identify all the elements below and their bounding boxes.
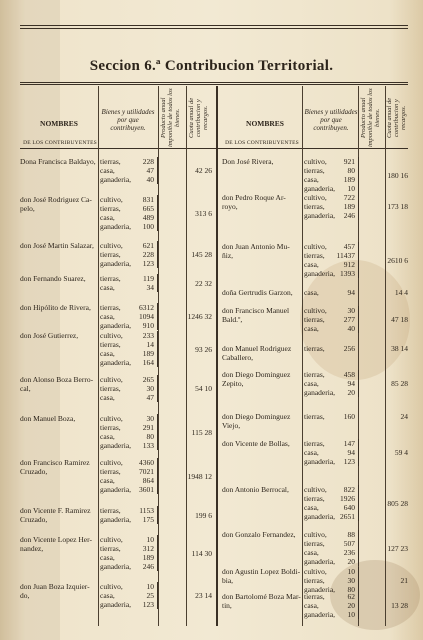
taxable-product-value: 3601 — [139, 485, 154, 494]
asset-type: cultivo, — [304, 193, 327, 202]
asset-type: ganaderia, — [304, 512, 336, 521]
header-producto-left: Producto anual imponible de todos los bienes. — [160, 88, 181, 148]
taxable-product-value: 40 — [347, 324, 355, 333]
asset-type: ganaderia, — [100, 441, 132, 450]
taxable-product-value: 312 — [142, 544, 154, 553]
annual-quota: 1948 12 — [187, 471, 212, 481]
header-contribuyentes-right: DE LOS CONTRIBUYENTES — [225, 140, 299, 146]
taxable-product-value: 2651 — [340, 512, 355, 521]
asset-type: casa, — [304, 288, 319, 297]
asset-type: cultivo, — [304, 157, 327, 166]
asset-type: ganaderia, — [100, 600, 132, 609]
annual-quota: 23 14 — [195, 591, 212, 600]
taxable-product-value: 189 — [343, 175, 355, 184]
contributor-name: don Pedro Roque Ar- royo, — [222, 193, 286, 211]
taxable-product-value: 25 — [146, 591, 154, 600]
annual-quota: 180 16 — [387, 170, 408, 180]
top-rule — [20, 25, 408, 26]
asset-type: casa, — [100, 312, 115, 321]
taxable-product-value: 621 — [142, 241, 154, 250]
column-rule — [158, 86, 159, 626]
contributor-name: don Juan Boza Izquier- do, — [20, 582, 90, 600]
brace-mark — [155, 274, 158, 292]
contributor-name: don Francisco Manuel Bald.º, — [222, 306, 290, 324]
taxable-product-value: 1926 — [340, 494, 355, 503]
taxable-product-value: 100 — [142, 222, 154, 231]
asset-type: casa, — [100, 283, 115, 292]
annual-quota: 127 23 — [387, 543, 408, 553]
asset-type: tierras, — [100, 506, 121, 515]
asset-type: ganaderia, — [304, 585, 336, 594]
brace-mark — [155, 582, 158, 609]
asset-type: tierras, — [100, 250, 121, 259]
taxable-product-value: 94 — [347, 379, 355, 388]
taxable-product-value: 722 — [343, 193, 355, 202]
header-producto-right: Producto anual imponible de todos los bienes. — [360, 88, 381, 148]
asset-type: ganaderia, — [304, 184, 336, 193]
asset-type: ganaderia, — [304, 388, 336, 397]
asset-type: tierras, — [100, 204, 121, 213]
asset-type: casa, — [100, 213, 115, 222]
asset-type: tierras, — [304, 412, 325, 421]
taxable-product-value: 123 — [142, 259, 154, 268]
contributor-name: don Agustin Lopez Boldi- bia, — [222, 567, 301, 585]
taxable-product-value: 831 — [142, 195, 154, 204]
taxable-product-value: 228 — [142, 157, 154, 166]
asset-type: cultivo, — [100, 414, 123, 423]
asset-type: tierras, — [304, 494, 325, 503]
brace-mark — [155, 506, 158, 524]
taxable-product-value: 10 — [347, 610, 355, 619]
taxable-product-value: 119 — [143, 274, 154, 283]
contributor-name: don Vicente F. Ramirez Cruzado, — [20, 506, 91, 524]
annual-quota: 85 28 — [391, 379, 408, 388]
annual-quota: 115 28 — [191, 427, 212, 437]
header-bottom-rule — [20, 148, 408, 149]
taxable-product-value: 189 — [142, 553, 154, 562]
asset-type: casa, — [100, 349, 115, 358]
taxable-product-value: 30 — [347, 576, 355, 585]
taxable-product-value: 1153 — [139, 506, 154, 515]
brace-mark — [356, 370, 359, 397]
brace-mark — [155, 195, 158, 231]
taxable-product-value: 291 — [142, 423, 154, 432]
contributor-name: Don José Rivera, — [222, 157, 274, 166]
header-cuota-left: Cuota anual de contribucion y recargos. — [188, 97, 209, 139]
brace-mark — [155, 331, 158, 367]
brace-mark — [356, 193, 359, 220]
asset-type: tierras, — [304, 592, 325, 601]
contributor-name: don Juan Antonio Mu- ñiz, — [222, 242, 290, 260]
asset-type: ganaderia, — [100, 358, 132, 367]
taxable-product-value: 62 — [347, 592, 355, 601]
asset-type: tierras, — [304, 370, 325, 379]
asset-type: cultivo, — [304, 242, 327, 251]
taxable-product-value: 133 — [142, 441, 154, 450]
contributor-name: don José Rodriguez Ca- pelo, — [20, 195, 92, 213]
brace-mark — [155, 157, 158, 184]
header-bienes-right: Bienes y utilidades por que contribuyen. — [304, 108, 358, 132]
taxable-product-value: 10 — [347, 184, 355, 193]
asset-type: tierras, — [304, 576, 325, 585]
asset-type: casa, — [100, 591, 115, 600]
annual-quota: 54 10 — [195, 384, 212, 393]
contributor-name: don Hipólito de Rivera, — [20, 303, 91, 312]
brace-mark — [155, 303, 158, 330]
contributor-name: Dona Francisca Baldayo, — [20, 157, 96, 166]
taxable-product-value: 265 — [142, 375, 154, 384]
center-column-rule — [216, 86, 218, 626]
taxable-product-value: 88 — [347, 530, 355, 539]
header-contribuyentes-left: DE LOS CONTRIBUYENTES — [23, 140, 97, 146]
taxable-product-value: 1094 — [139, 312, 154, 321]
taxable-product-value: 458 — [343, 370, 355, 379]
header-nombres-right: NOMBRES — [246, 119, 284, 128]
taxable-product-value: 20 — [347, 557, 355, 566]
asset-type: cultivo, — [100, 582, 123, 591]
asset-type: tierras, — [100, 340, 121, 349]
column-rule — [98, 86, 99, 626]
taxable-product-value: 20 — [347, 601, 355, 610]
asset-type: tierras, — [100, 384, 121, 393]
asset-type: ganaderia, — [304, 211, 336, 220]
header-bienes-left: Bienes y utilidades por que contribuyen. — [101, 108, 155, 132]
taxable-product-value: 47 — [146, 393, 154, 402]
asset-type: casa, — [100, 393, 115, 402]
taxable-product-value: 175 — [142, 515, 154, 524]
contributor-name: don Fernando Suarez, — [20, 274, 86, 283]
asset-type: ganaderia, — [100, 515, 132, 524]
taxable-product-value: 40 — [146, 175, 154, 184]
taxable-product-value: 160 — [343, 412, 355, 421]
asset-type: casa, — [100, 166, 115, 175]
taxable-product-value: 123 — [142, 600, 154, 609]
taxable-product-value: 14 — [146, 340, 154, 349]
brace-mark — [356, 157, 359, 193]
asset-type: tierras, — [100, 467, 121, 476]
taxable-product-value: 1393 — [340, 269, 355, 278]
taxable-product-value: 228 — [142, 250, 154, 259]
taxable-product-value: 236 — [343, 548, 355, 557]
asset-type: casa, — [100, 432, 115, 441]
taxable-product-value: 277 — [343, 315, 355, 324]
asset-type: tierras, — [100, 423, 121, 432]
asset-type: ganaderia, — [100, 175, 132, 184]
contributor-name: don Gonzalo Fernandez, — [222, 530, 296, 539]
taxable-product-value: 30 — [347, 306, 355, 315]
contributor-name: don Manuel Rodriguez Caballero, — [222, 344, 292, 362]
asset-type: tierras, — [304, 166, 325, 175]
asset-type: casa, — [304, 448, 319, 457]
brace-mark — [356, 485, 359, 521]
taxable-product-value: 912 — [343, 260, 355, 269]
asset-type: cultivo, — [304, 530, 327, 539]
brace-mark — [356, 306, 359, 333]
contributor-name: don Bartolomé Boza Mar- tin, — [222, 592, 301, 610]
contributor-name: don Diego Dominguez Viejo, — [222, 412, 291, 430]
contributor-name: don Diego Dominguez Zepito, — [222, 370, 291, 388]
brace-mark — [356, 439, 359, 466]
asset-type: casa, — [100, 476, 115, 485]
annual-quota: 38 14 — [391, 344, 408, 353]
header-cuota-right: Cuota anual de contribucion y recargos. — [386, 97, 407, 139]
taxable-product-value: 4360 — [139, 458, 154, 467]
brace-mark — [356, 242, 359, 278]
taxable-product-value: 10 — [146, 535, 154, 544]
annual-quota: 24 — [400, 412, 408, 421]
annual-quota: 145 28 — [191, 250, 212, 259]
brace-mark — [155, 414, 158, 450]
asset-type: ganaderia, — [100, 562, 132, 571]
taxable-product-value: 80 — [146, 432, 154, 441]
contributor-name: don Francisco Ramirez Cruzado, — [20, 458, 90, 476]
brace-mark — [356, 592, 359, 619]
taxable-product-value: 189 — [142, 349, 154, 358]
annual-quota: 1246 32 — [187, 312, 212, 321]
taxable-product-value: 665 — [142, 204, 154, 213]
taxable-product-value: 147 — [343, 439, 355, 448]
asset-type: tierras, — [304, 539, 325, 548]
asset-type: ganaderia, — [100, 485, 132, 494]
annual-quota: 313 6 — [195, 208, 212, 218]
page-title: Seccion 6.ª Contribucion Territorial. — [89, 58, 334, 74]
asset-type: casa, — [304, 601, 319, 610]
brace-mark — [155, 375, 158, 402]
taxable-product-value: 123 — [343, 457, 355, 466]
annual-quota: 93 26 — [195, 344, 212, 354]
brace-mark — [356, 567, 359, 594]
asset-type: ganaderia, — [304, 269, 336, 278]
annual-quota: 42 26 — [195, 166, 212, 175]
contributor-name: don José Martin Salazar, — [20, 241, 94, 250]
taxable-product-value: 10 — [146, 582, 154, 591]
taxable-product-value: 94 — [347, 288, 355, 297]
taxable-product-value: 246 — [142, 562, 154, 571]
asset-type: cultivo, — [304, 306, 327, 315]
brace-mark — [155, 241, 158, 268]
taxable-product-value: 864 — [142, 476, 154, 485]
asset-type: cultivo, — [100, 375, 123, 384]
taxable-product-value: 640 — [343, 503, 355, 512]
taxable-product-value: 30 — [146, 414, 154, 423]
taxable-product-value: 34 — [146, 283, 154, 292]
annual-quota: 59 4 — [394, 448, 408, 457]
taxable-product-value: 20 — [347, 388, 355, 397]
taxable-product-value: 246 — [343, 211, 355, 220]
taxable-product-value: 10 — [347, 567, 355, 576]
asset-type: tierras, — [304, 202, 325, 211]
asset-type: ganaderia, — [304, 610, 336, 619]
annual-quota: 21 — [400, 576, 408, 585]
taxable-product-value: 6312 — [139, 303, 154, 312]
column-rule — [302, 86, 303, 626]
asset-type: tierras, — [100, 274, 121, 283]
annual-quota: 114 30 — [191, 548, 212, 558]
asset-type: tierras, — [304, 315, 325, 324]
asset-type: casa, — [304, 175, 319, 184]
asset-type: casa, — [304, 324, 319, 333]
asset-type: cultivo, — [100, 195, 123, 204]
taxable-product-value: 80 — [347, 585, 355, 594]
asset-type: casa, — [304, 503, 319, 512]
asset-type: tierras, — [100, 157, 121, 166]
asset-type: tierras, — [304, 251, 325, 260]
contributor-name: don Vicente de Bollas, — [222, 439, 290, 448]
annual-quota: 173 18 — [387, 202, 408, 211]
taxable-product-value: 164 — [142, 358, 154, 367]
header-nombres-left: NOMBRES — [40, 119, 78, 128]
asset-type: casa, — [304, 260, 319, 269]
asset-type: casa, — [100, 553, 115, 562]
contributor-name: don Vicente Lopez Her- nandez, — [20, 535, 92, 553]
taxable-product-value: 507 — [343, 539, 355, 548]
asset-type: tierras, — [304, 439, 325, 448]
asset-type: ganaderia, — [100, 222, 132, 231]
contributor-name: don Alonso Boza Berro- cal, — [20, 375, 94, 393]
taxable-product-value: 233 — [142, 331, 154, 340]
taxable-product-value: 256 — [343, 344, 355, 353]
contributor-name: don Manuel Boza, — [20, 414, 76, 423]
asset-type: ganaderia, — [100, 321, 132, 330]
asset-type: cultivo, — [100, 241, 123, 250]
brace-mark — [155, 458, 158, 494]
asset-type: ganaderia, — [100, 259, 132, 268]
asset-type: casa, — [304, 548, 319, 557]
asset-type: tierras, — [100, 544, 121, 553]
taxable-product-value: 822 — [343, 485, 355, 494]
annual-quota: 805 28 — [387, 498, 408, 508]
asset-type: cultivo, — [100, 331, 123, 340]
taxable-product-value: 189 — [343, 202, 355, 211]
contributor-name: don Antonio Berrocal, — [222, 485, 289, 494]
asset-type: ganaderia, — [304, 557, 336, 566]
annual-quota: 14 4 — [394, 288, 408, 297]
taxable-product-value: 457 — [343, 242, 355, 251]
taxable-product-value: 489 — [142, 213, 154, 222]
asset-type: ganaderia, — [304, 457, 336, 466]
asset-type: cultivo, — [304, 485, 327, 494]
taxable-product-value: 30 — [146, 384, 154, 393]
asset-type: cultivo, — [100, 458, 123, 467]
taxable-product-value: 80 — [347, 166, 355, 175]
annual-quota: 2610 6 — [387, 255, 408, 265]
asset-type: cultivo, — [100, 535, 123, 544]
taxable-product-value: 7021 — [139, 467, 154, 476]
asset-type: tierras, — [304, 344, 325, 353]
taxable-product-value: 11437 — [336, 251, 355, 260]
top-rule — [20, 28, 408, 29]
asset-type: cultivo, — [304, 567, 327, 576]
annual-quota: 13 28 — [391, 601, 408, 610]
annual-quota: 47 18 — [391, 315, 408, 324]
annual-quota: 22 32 — [195, 278, 212, 288]
asset-type: casa, — [304, 379, 319, 388]
taxable-product-value: 921 — [343, 157, 355, 166]
contributor-name: don José Gutierrez, — [20, 331, 79, 340]
asset-type: tierras, — [100, 303, 121, 312]
contributor-name: doña Gertrudis Garzon, — [222, 288, 293, 297]
brace-mark — [356, 530, 359, 566]
header-rule — [20, 82, 408, 85]
taxable-product-value: 910 — [142, 321, 154, 330]
annual-quota: 199 6 — [195, 510, 212, 520]
brace-mark — [155, 535, 158, 571]
taxable-product-value: 47 — [146, 166, 154, 175]
taxable-product-value: 94 — [347, 448, 355, 457]
